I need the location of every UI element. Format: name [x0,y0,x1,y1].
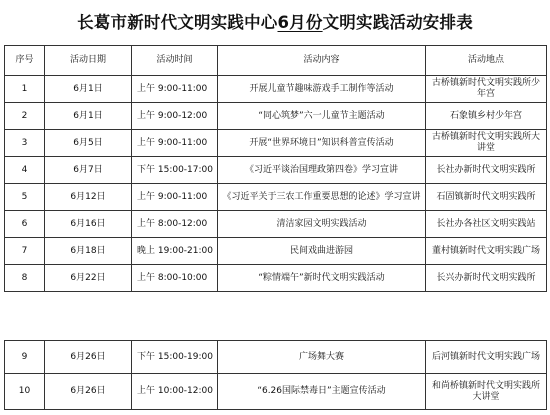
row-time: 上午 9:00-11:00 [132,76,218,103]
row-number: 5 [5,184,45,211]
row-location: 长兴办新时代文明实践所 [426,265,547,292]
row-date: 6月1日 [45,103,132,130]
row-content: 开展儿童节趣味游戏手工制作等活动 [218,76,426,103]
row-content: 清洁家园文明实践活动 [218,211,426,238]
row-time: 上午 9:00-11:00 [132,184,218,211]
row-number: 10 [5,374,45,410]
table-row [5,374,547,410]
row-content: “同心筑梦”六一儿童节主题活动 [218,103,426,130]
row-number: 3 [5,130,45,157]
header-time: 活动时间 [132,46,218,76]
table-header-row [5,46,547,76]
row-time: 上午 8:00-12:00 [132,211,218,238]
row-location: 石固镇新时代文明实践所 [426,184,547,211]
row-number: 7 [5,238,45,265]
table-row [5,238,547,265]
header-number: 序号 [5,46,45,76]
title-month: 6月份 [277,13,323,32]
table-row [5,103,547,130]
table-row [5,341,547,374]
row-location: 后河镇新时代文明实践广场 [426,341,547,374]
row-date: 6月18日 [45,238,132,265]
row-content: 《习近平谈治国理政第四卷》学习宣讲 [218,157,426,184]
table-row [5,265,547,292]
document-title [0,6,550,40]
row-location: 长社办各社区文明实践站 [426,211,547,238]
row-location: 和尚桥镇新时代文明实践所大讲堂 [426,374,547,410]
table-row [5,211,547,238]
row-content: 民间戏曲进游园 [218,238,426,265]
row-location: 石象镇乡村少年宫 [426,103,547,130]
row-number: 9 [5,341,45,374]
row-number: 2 [5,103,45,130]
title-suffix: 文明实践活动安排表 [322,13,473,32]
table-row [5,130,547,157]
row-time: 上午 10:00-12:00 [132,374,218,410]
row-location: 古桥镇新时代文明实践所少年宫 [426,76,547,103]
table-row [5,157,547,184]
header-location: 活动地点 [426,46,547,76]
row-number: 4 [5,157,45,184]
row-number: 6 [5,211,45,238]
row-content: 广场舞大赛 [218,341,426,374]
schedule-table [4,45,547,292]
row-date: 6月26日 [45,341,132,374]
row-date: 6月7日 [45,157,132,184]
row-time: 上午 9:00-12:00 [132,103,218,130]
row-time: 晚上 19:00-21:00 [132,238,218,265]
row-date: 6月16日 [45,211,132,238]
row-date: 6月12日 [45,184,132,211]
table-row [5,76,547,103]
row-date: 6月22日 [45,265,132,292]
row-date: 6月26日 [45,374,132,410]
header-date: 活动日期 [45,46,132,76]
row-content: “粽情端午”新时代文明实践活动 [218,265,426,292]
row-location: 古桥镇新时代文明实践所大讲堂 [426,130,547,157]
row-time: 上午 8:00-10:00 [132,265,218,292]
table-row [5,184,547,211]
row-location: 长社办新时代文明实践所 [426,157,547,184]
row-location: 董村镇新时代文明实践广场 [426,238,547,265]
row-content: 开展“世界环境日”知识科普宣传活动 [218,130,426,157]
row-content: 《习近平关于三农工作重要思想的论述》学习宣讲 [218,184,426,211]
row-time: 上午 9:00-11:00 [132,130,218,157]
header-content: 活动内容 [218,46,426,76]
row-date: 6月1日 [45,76,132,103]
row-content: “6.26国际禁毒日”主题宣传活动 [218,374,426,410]
schedule-table-continued [4,340,547,410]
row-number: 8 [5,265,45,292]
row-time: 下午 15:00-17:00 [132,157,218,184]
title-prefix: 长葛市新时代文明实践中心 [77,13,278,32]
row-number: 1 [5,76,45,103]
row-time: 下午 15:00-19:00 [132,341,218,374]
row-date: 6月5日 [45,130,132,157]
